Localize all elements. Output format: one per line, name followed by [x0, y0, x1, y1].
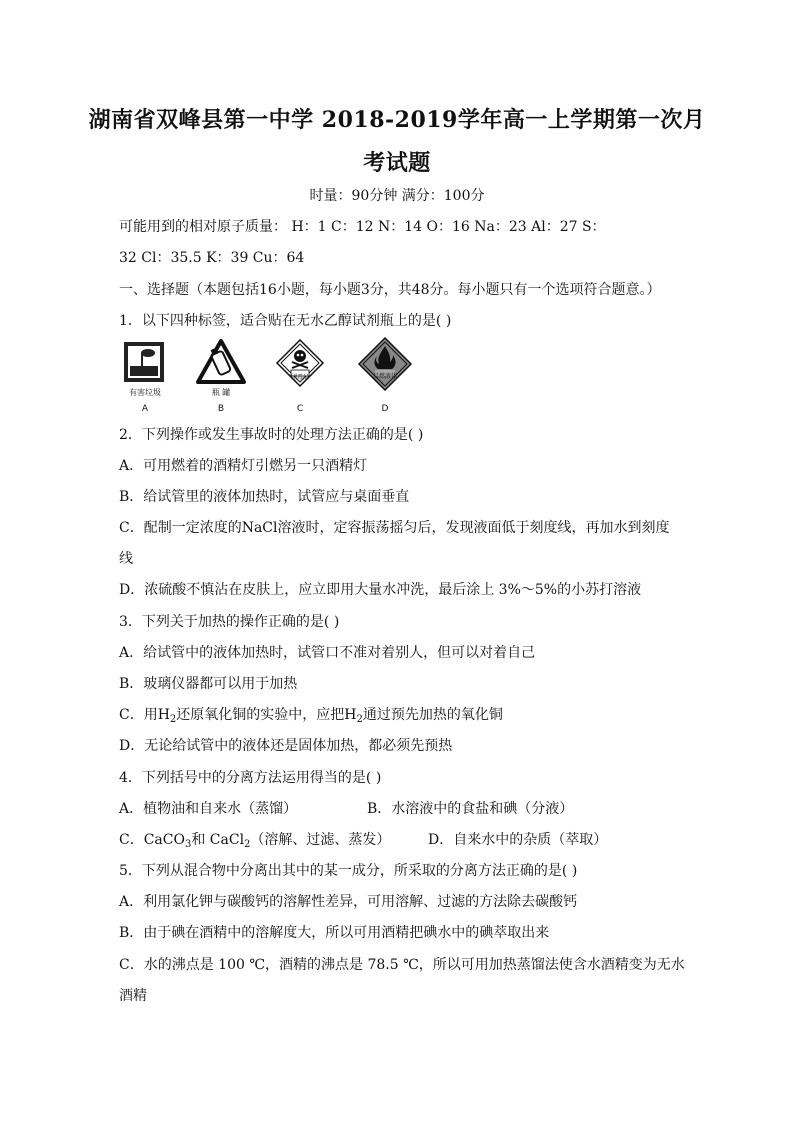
- q5-option-b: B．由于碘在酒精中的溶解度大，所以可用酒精把碘水中的碘萃取出来: [119, 925, 550, 941]
- label-c-letter: C: [296, 404, 304, 414]
- q4-option-d: D．自来水中的杂质（萃取）: [428, 832, 608, 848]
- atomic-mass-line-1: 可能用到的相对原子质量： H：1 C：12 N：14 O：16 Na：23 Al：27 S：: [119, 219, 606, 235]
- q2-option-c-cont: 线: [119, 551, 133, 567]
- q2-option-b: B．给试管里的液体加热时，试管应与桌面垂直: [119, 489, 410, 505]
- label-a-caption: 有害垃圾: [129, 388, 161, 397]
- question-1: 1．以下四种标签，适合贴在无水乙醇试剂瓶上的是( ): [119, 313, 452, 329]
- q2-option-a: A．可用燃着的酒精灯引燃另一只酒精灯: [119, 458, 368, 474]
- atomic-mass-line-2: 32 Cl：35.5 K：39 Cu：64: [119, 250, 305, 266]
- title-line-1: 湖南省双峰县第一中学 2018-2019学年高一上学期第一次月: [88, 107, 706, 133]
- exam-info: 时量：90分钟 满分：100分: [309, 188, 485, 204]
- q2-option-d: D．浓硫酸不慎沾在皮肤上，应立即用大量水冲洗，最后涂上 3%～5%的小苏打溶液: [119, 582, 642, 598]
- q4-option-b: B．水溶液中的食盐和碘（分液）: [367, 801, 574, 817]
- q4-option-c: C．CaCO$_3$和 CaCl$_2$（溶解、过滤、蒸发）: [119, 832, 391, 850]
- question-4: 4．下列括号中的分离方法运用得当的是( ): [119, 770, 382, 786]
- title-line-2: 考试题: [363, 150, 431, 176]
- question-5: 5．下列从混合物中分离出其中的某一成分，所采取的分离方法正确的是( ): [119, 863, 578, 879]
- flammable-liquid-icon: [357, 336, 413, 392]
- label-a-letter: A: [141, 404, 149, 414]
- q3-option-b: B．玻璃仪器都可以用于加热: [119, 676, 298, 692]
- q5-option-c-cont: 酒精: [119, 988, 147, 1004]
- section-heading: 一、选择题（本题包括16小题，每小题3分，共48分。每小题只有一个选项符合题意。）: [119, 282, 661, 298]
- q4-option-a: A．植物油和自来水（蒸馏）: [119, 801, 298, 817]
- harmful-waste-icon: [122, 340, 168, 386]
- question-2: 2．下列操作或发生事故时的处理方法正确的是( ): [119, 427, 424, 443]
- q5-option-c: C．水的沸点是 100 ℃，酒精的沸点是 78.5 ℃，所以可用加热蒸馏法使含水酒精变为无水: [119, 957, 685, 973]
- label-b-caption: 瓶 罐: [211, 388, 231, 397]
- bottle-recycle-icon: [195, 338, 247, 386]
- q2-option-c: C．配制一定浓度的NaCl溶液时，定容振荡摇匀后，发现液面低于刻度线，再加水到刻度: [119, 520, 670, 536]
- label-b-letter: B: [217, 404, 225, 414]
- q3-option-a: A．给试管中的液体加热时，试管口不准对着别人，但可以对着自己: [119, 645, 536, 661]
- q3-option-c: C．用$H_2$还原氧化铜的实验中，应把$H_2$通过预先加热的氧化铜: [119, 707, 503, 725]
- q5-option-a: A．利用氯化钾与碳酸钙的溶解性差异，可用溶解、过滤的方法除去碳酸钙: [119, 894, 578, 910]
- question-3: 3．下列关于加热的操作正确的是( ): [119, 614, 340, 630]
- q3-option-d: D．无论给试管中的液体还是固体加热，都必须先预热: [119, 738, 453, 754]
- label-c-caption: 剧毒品: [290, 374, 309, 381]
- label-d-letter: D: [381, 404, 389, 414]
- label-d-caption: 易燃液体: [372, 373, 397, 380]
